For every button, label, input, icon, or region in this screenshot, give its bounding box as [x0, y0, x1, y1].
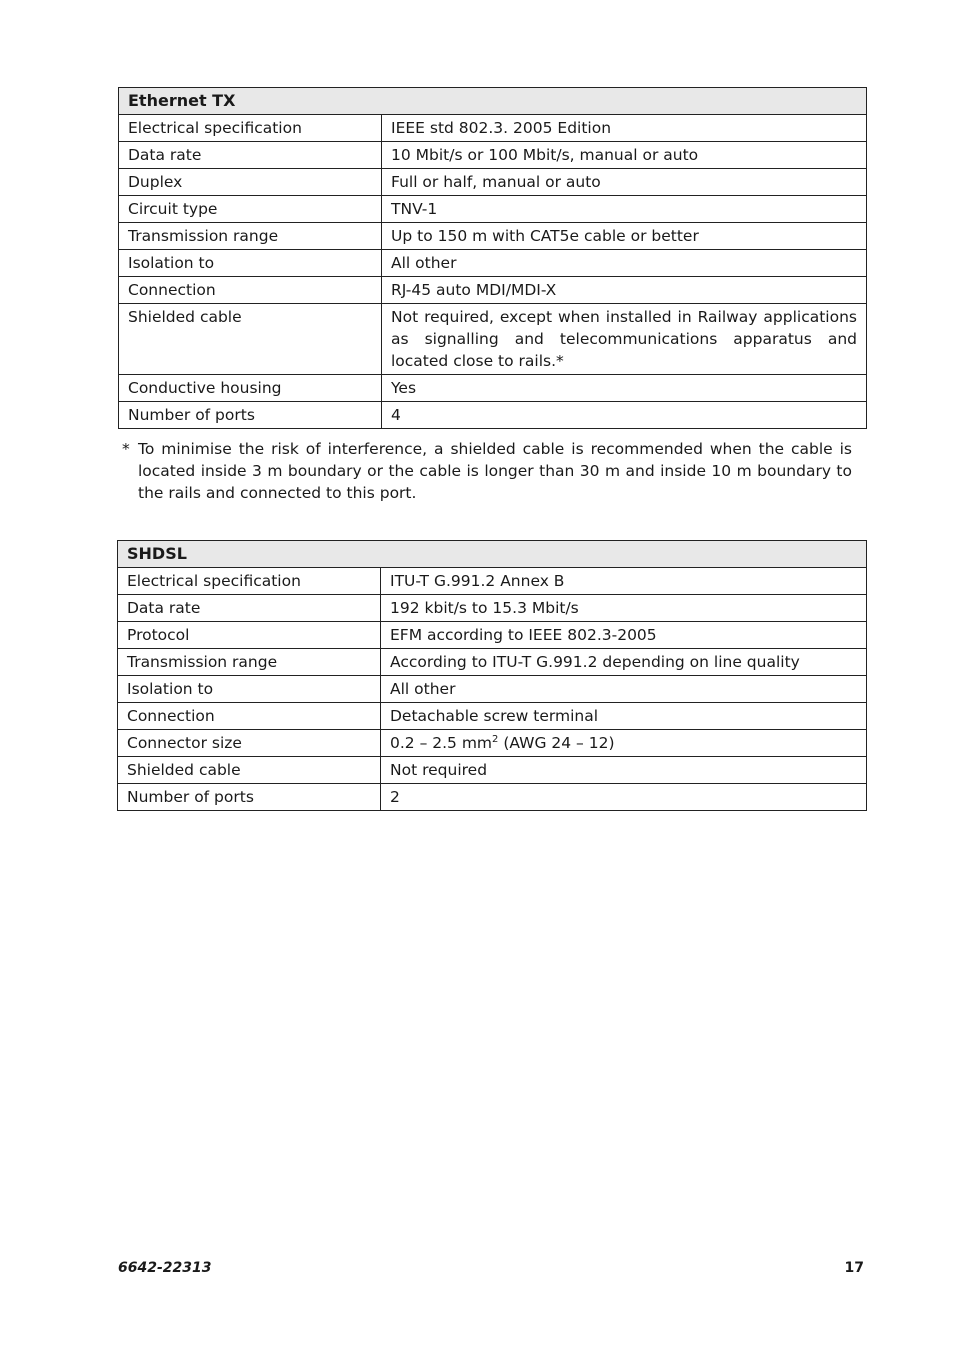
- table-row: [118, 730, 867, 757]
- table-row: [118, 622, 867, 649]
- row-label: Connection: [119, 277, 382, 304]
- table-row: [119, 223, 867, 250]
- row-label: Transmission range: [119, 223, 382, 250]
- row-label: Conductive housing: [119, 375, 382, 402]
- row-value: 2: [381, 784, 867, 811]
- row-value: TNV-1: [382, 196, 867, 223]
- value-prefix: 0.2 – 2.5 mm: [390, 734, 493, 752]
- row-label: Shielded cable: [118, 757, 381, 784]
- table-row: [118, 595, 867, 622]
- row-value: 10 Mbit/s or 100 Mbit/s, manual or auto: [382, 142, 867, 169]
- row-label: Circuit type: [119, 196, 382, 223]
- footnote-text: To minimise the risk of interference, a shielded cable is recommended when the cable is located inside 3 m boundary or the cable is longer than 30 m and inside 10 m boundary to the rails and connected to this port.: [138, 440, 852, 502]
- table-row: [119, 142, 867, 169]
- row-label: Shielded cable: [119, 304, 382, 375]
- row-value: Not required, except when installed in Railway applications as signalling and telecommunications apparatus and located close to rails.*: [382, 304, 867, 375]
- row-label: Data rate: [119, 142, 382, 169]
- table-row: [119, 115, 867, 142]
- row-value: [381, 730, 867, 757]
- row-label: Protocol: [118, 622, 381, 649]
- row-label: Connection: [118, 703, 381, 730]
- table-row: [118, 649, 867, 676]
- table-row: [118, 568, 867, 595]
- row-value: IEEE std 802.3. 2005 Edition: [382, 115, 867, 142]
- footnote-marker: *: [122, 440, 130, 458]
- table-row: [118, 703, 867, 730]
- row-label: Isolation to: [118, 676, 381, 703]
- table-heading: SHDSL: [118, 541, 867, 568]
- row-label: Number of ports: [119, 402, 382, 429]
- row-label: Connector size: [118, 730, 381, 757]
- table-row: [119, 375, 867, 402]
- table-row: [119, 402, 867, 429]
- row-value: According to ITU-T G.991.2 depending on line quality: [381, 649, 867, 676]
- table-row: [119, 196, 867, 223]
- row-label: Number of ports: [118, 784, 381, 811]
- table-row: [119, 169, 867, 196]
- table-row: [119, 250, 867, 277]
- table-heading: Ethernet TX: [119, 88, 867, 115]
- row-value: EFM according to IEEE 802.3-2005: [381, 622, 867, 649]
- footnote: [122, 438, 852, 504]
- table-row: [119, 304, 867, 375]
- row-label: Electrical specification: [119, 115, 382, 142]
- page-number: 17: [844, 1260, 864, 1276]
- value-suffix: (AWG 24 – 12): [498, 734, 615, 752]
- row-label: Data rate: [118, 595, 381, 622]
- table-row: [119, 277, 867, 304]
- table-row: [118, 784, 867, 811]
- row-label: Isolation to: [119, 250, 382, 277]
- row-value: All other: [381, 676, 867, 703]
- table-row: [118, 676, 867, 703]
- row-label: Transmission range: [118, 649, 381, 676]
- row-value: RJ-45 auto MDI/MDI-X: [382, 277, 867, 304]
- shdsl-table: [117, 540, 867, 811]
- row-label: Duplex: [119, 169, 382, 196]
- row-value: Full or half, manual or auto: [382, 169, 867, 196]
- row-value: Not required: [381, 757, 867, 784]
- row-value: All other: [382, 250, 867, 277]
- row-value: Up to 150 m with CAT5e cable or better: [382, 223, 867, 250]
- row-value: 192 kbit/s to 15.3 Mbit/s: [381, 595, 867, 622]
- table-row: [118, 757, 867, 784]
- row-label: Electrical specification: [118, 568, 381, 595]
- value-superscript: 2: [492, 734, 499, 745]
- document-number: 6642-22313: [118, 1260, 212, 1276]
- row-value: ITU-T G.991.2 Annex B: [381, 568, 867, 595]
- row-value: Detachable screw terminal: [381, 703, 867, 730]
- row-value: Yes: [382, 375, 867, 402]
- row-value: 4: [382, 402, 867, 429]
- ethernet-tx-table: [118, 87, 867, 429]
